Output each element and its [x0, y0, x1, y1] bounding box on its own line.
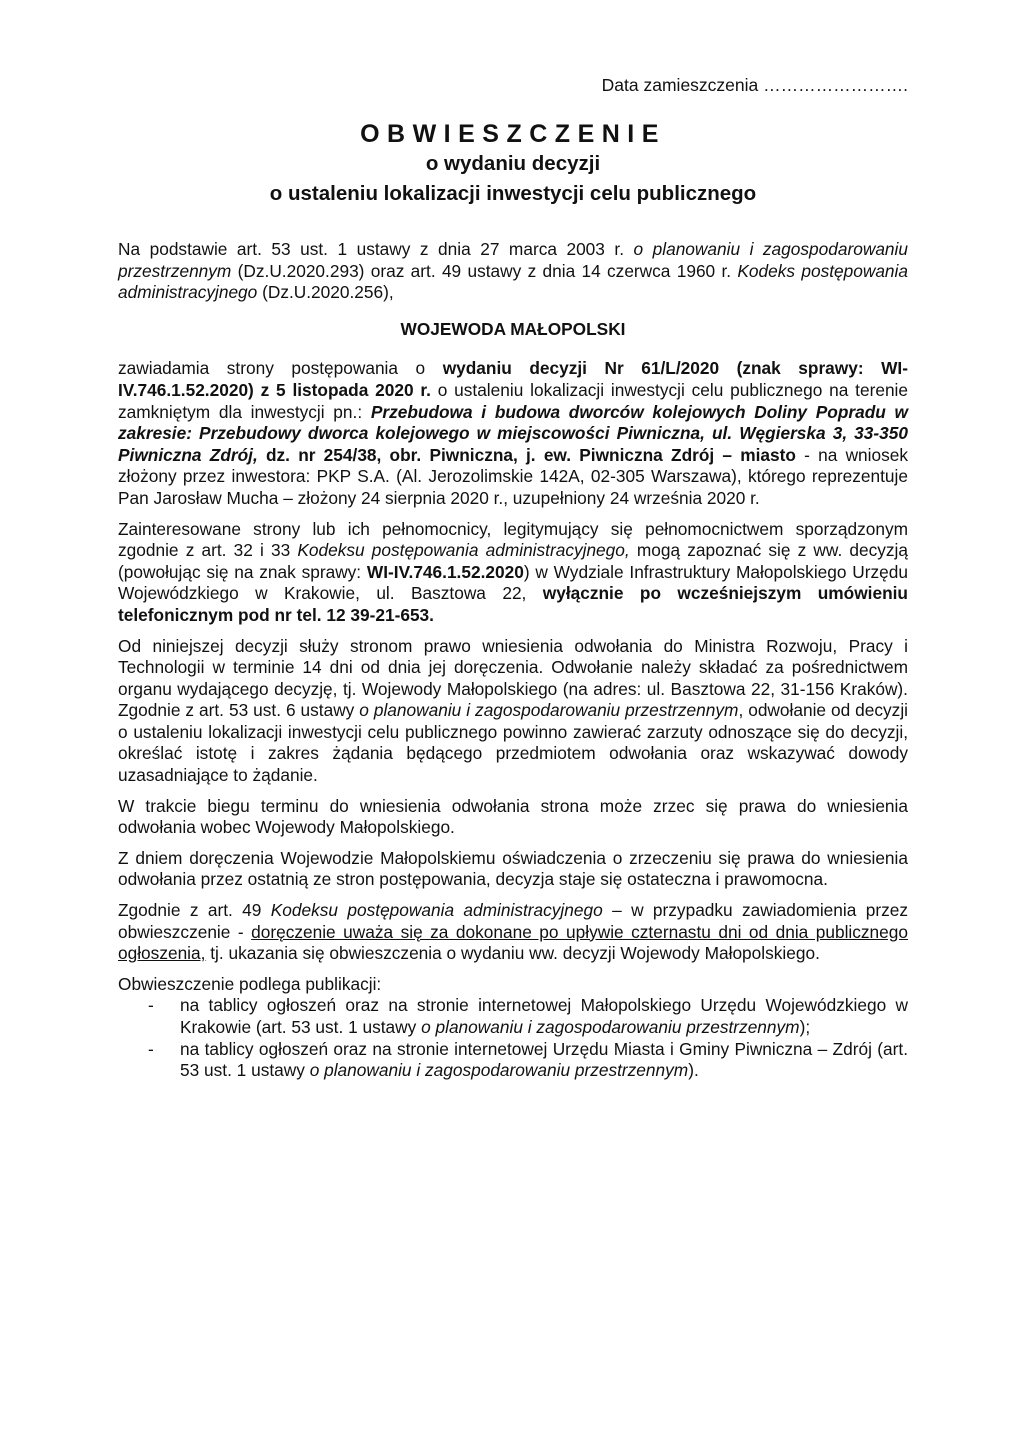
text-run: - na wniosek złożony przez inwestora: PKP S.A. (Al. Jerozolimskie 142A, 02-305 Warszawa), którego reprezentuje Pan Jarosław Mucha – złożony 24 sierpnia 2020 r., uzupełniony 24 września 2020 r.	[118, 444, 909, 508]
text-run: zawiadamia strony postępowania o	[118, 358, 443, 379]
text-run: ) w Wydziale Infrastruktury Małopolskiego Urzędu Wojewódzkiego w Krakowie, ul. Basztowa 22,	[118, 561, 908, 604]
text-run: dz. nr 254/38, obr. Piwniczna, j. ew. Piwniczna Zdrój – miasto	[257, 444, 796, 465]
text-run: mogą zapoznać się z ww. decyzją (powołując się na znak sprawy:	[118, 540, 908, 582]
text-run: o planowaniu i zagospodarowaniu przestrzennym	[359, 700, 739, 721]
publication-label: Obwieszczenie podlega publikacji:	[118, 973, 382, 994]
text-run: Zgodnie z art. 49	[118, 900, 271, 921]
publication-date-line: Data zamieszczenia …………………….	[601, 75, 908, 95]
text-run: na tablicy ogłoszeń oraz na stronie internetowej Urzędu Miasta i Gminy Piwniczna – Zdrój (art. 53 ust. 1 ustawy	[180, 1038, 908, 1081]
dash-bullet-icon: -	[148, 1038, 154, 1059]
text-run: Na podstawie art. 53 ust. 1 ustawy z dnia 27 marca 2003 r.	[118, 239, 634, 259]
delivery-paragraph	[118, 900, 908, 965]
document-title: OBWIESZCZENIE	[360, 120, 666, 148]
publication-item-text	[180, 1039, 908, 1081]
text-run: wydaniu decyzji Nr 61/L/2020 (znak sprawy: WI-IV.746.1.52.2020) z 5 listopada 2020 r.	[118, 358, 908, 400]
text-run: , odwołanie od decyzji o ustaleniu lokalizacji inwestycji celu publicznego powinno zawierać zarzuty odnoszące się do decyzji, określać istotę i zakres żądania będącego przedmiotem odwołania oraz wskazywać dowody uzasadniające to żądanie.	[118, 700, 909, 786]
text-run: ).	[688, 1060, 699, 1081]
authority-heading: WOJEWODA MAŁOPOLSKI	[400, 318, 626, 339]
inspection-paragraph	[118, 519, 908, 627]
publication-list-item	[118, 1039, 908, 1082]
text-run: na tablicy ogłoszeń oraz na stronie internetowej Małopolskiego Urzędu Wojewódzkiego w Krakowie (art. 53 ust. 1 ustawy	[180, 995, 908, 1037]
text-run: Zainteresowane strony lub ich pełnomocnicy, legitymujący się pełnomocnictwem sporządzonym zgodnie z art. 32 i 33	[118, 518, 908, 561]
publication-section	[118, 974, 908, 1082]
text-run: Przebudowa i budowa dworców kolejowych Doliny Popradu w zakresie: Przebudowy dworca kolejowego w miejscowości Piwniczna, ul. Węgierska 3, 33-350 Piwniczna Zdrój,	[118, 401, 908, 465]
text-run: (Dz.U.2020.293) oraz art. 49 ustawy z dnia 14 czerwca 1960 r.	[231, 260, 738, 281]
publication-list-item	[118, 995, 908, 1038]
text-run: o planowaniu i zagospodarowaniu przestrzennym	[118, 239, 908, 281]
document-body	[118, 239, 908, 1082]
text-run: );	[799, 1017, 811, 1037]
publication-list	[118, 995, 908, 1081]
text-run: Kodeksu postępowania administracyjnego	[270, 900, 603, 921]
intro-paragraph	[118, 239, 908, 304]
appeal-paragraph	[118, 636, 908, 787]
text-run: Z dniem doręczenia Wojewodzie Małopolskiemu oświadczenia o zrzeczeniu się prawa do wniesienia odwołania przez ostatnią ze stron postępowania, decyzja staje się ostateczna i prawomocna.	[118, 847, 908, 890]
text-run: (Dz.U.2020.256),	[257, 282, 394, 303]
text-run: wyłącznie po wcześniejszym umówieniu telefonicznym pod nr tel. 12 39-21-653.	[118, 583, 908, 625]
text-run: W trakcie biegu terminu do wniesienia odwołania strona może zrzec się prawa do wniesienia odwołania wobec Wojewody Małopolskiego.	[118, 795, 908, 838]
notice-paragraph	[118, 358, 908, 509]
document-subtitle-1: o wydaniu decyzji	[425, 152, 601, 175]
text-run: doręczenie uważa się za dokonane po upływie czternastu dni od dnia publicznego ogłoszenia,	[118, 921, 909, 964]
text-run: – w przypadku zawiadomienia przez obwieszczenie -	[118, 900, 908, 942]
text-run: o ustaleniu lokalizacji inwestycji celu publicznego na terenie zamkniętym dla inwestycji pn.:	[118, 379, 909, 422]
document-subtitle-2: o ustaleniu lokalizacji inwestycji celu publicznego	[269, 182, 757, 205]
text-run: WI-IV.746.1.52.2020	[366, 561, 524, 582]
dash-bullet-icon: -	[148, 995, 154, 1016]
text-run: Kodeksu postępowania administracyjnego,	[297, 540, 630, 561]
finality-paragraph	[118, 848, 908, 891]
publication-item-text	[180, 995, 908, 1037]
text-run: Kodeks postępowania administracyjnego	[118, 260, 908, 303]
text-run: Od niniejszej decyzji służy stronom prawo wniesienia odwołania do Ministra Rozwoju, Pracy i Technologii w terminie 14 dni od dnia jej doręczenia. Odwołanie należy składać za pośrednictwem organu wydającego decyzję, tj. Wojewody Małopolskiego (na adres: ul. Basztowa 22, 31-156 Kraków). Zgodnie z art. 53 ust. 6 ustawy	[118, 635, 908, 721]
waiver-paragraph	[118, 796, 908, 839]
text-run: o planowaniu i zagospodarowaniu przestrzennym	[309, 1060, 689, 1081]
text-run: tj. ukazania się obwieszczenia o wydaniu ww. decyzji Wojewody Małopolskiego.	[205, 943, 820, 964]
text-run: o planowaniu i zagospodarowaniu przestrzennym	[421, 1017, 800, 1037]
